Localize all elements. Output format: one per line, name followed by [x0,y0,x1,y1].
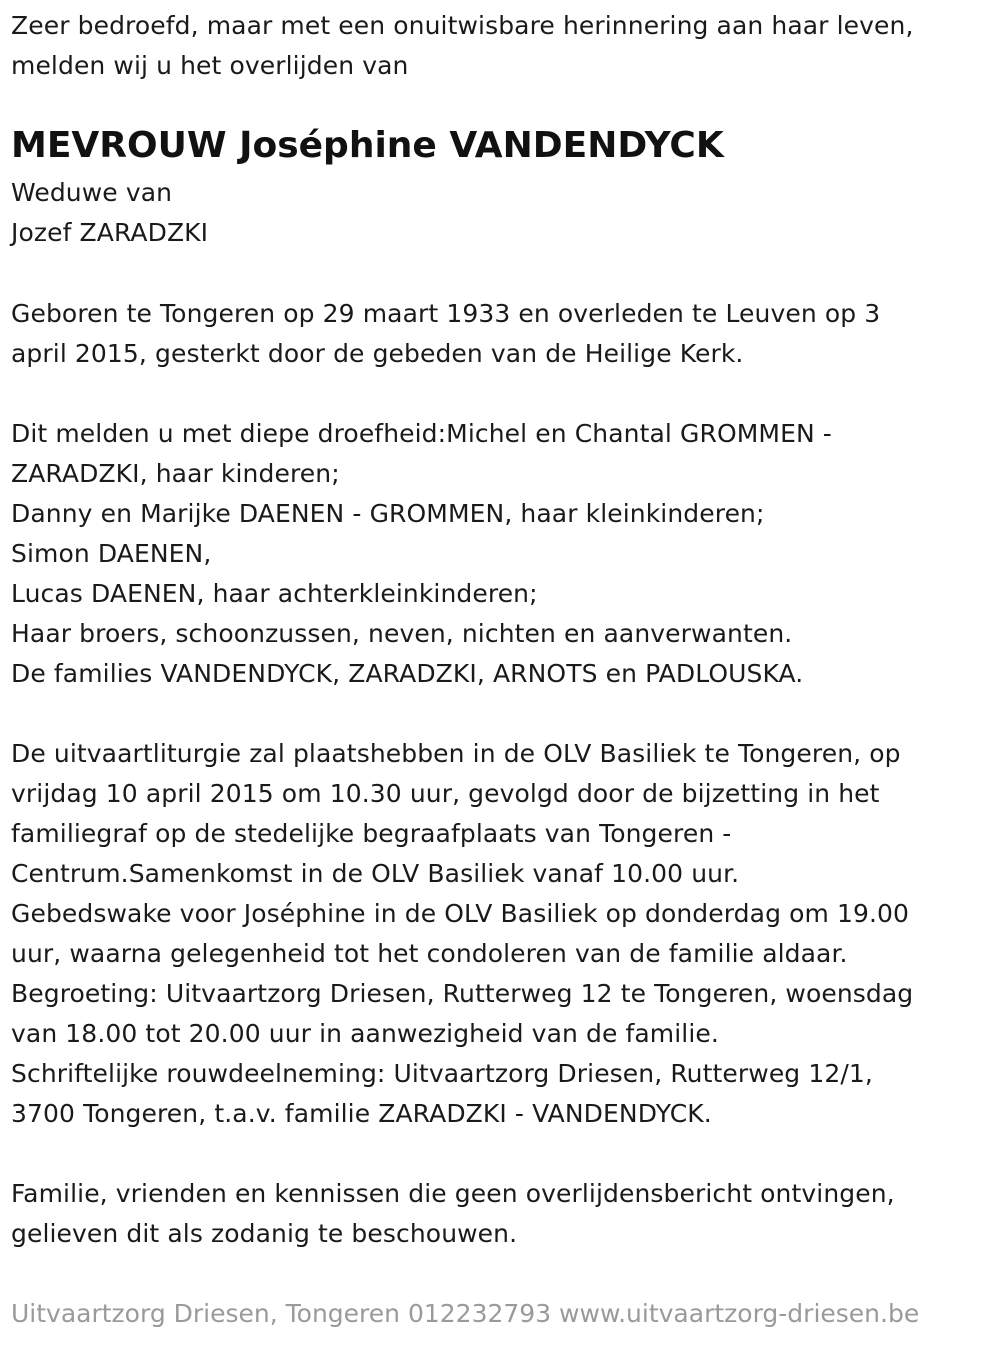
birth-line: Geboren te Tongeren op 29 maart 1933 en overleden te Leuven op 3 [11,299,881,328]
service-line: familiegraf op de stedelijke begraafplaats van Tongeren - [11,819,732,848]
family-line: Simon DAENEN, [11,539,212,568]
widow-line: Jozef ZARADZKI [11,218,209,247]
intro-line: melden wij u het overlijden van [11,51,409,80]
closing-line: Familie, vrienden en kennissen die geen overlijdensbericht ontvingen, [11,1179,895,1208]
family-paragraph [11,414,832,694]
birth-death-paragraph [11,294,880,374]
family-line: Lucas DAENEN, haar achterkleinkinderen; [11,579,538,608]
service-line: uur, waarna gelegenheid tot het condoleren van de familie aldaar. [11,939,848,968]
closing-line: gelieven dit als zodanig te beschouwen. [11,1219,518,1248]
family-line: Dit melden u met diepe droefheid:Michel en Chantal GROMMEN - [11,419,832,448]
service-line: Centrum.Samenkomst in de OLV Basiliek vanaf 10.00 uur. [11,859,740,888]
service-line: van 18.00 tot 20.00 uur in aanwezigheid van de familie. [11,1019,719,1048]
service-line: Gebedswake voor Joséphine in de OLV Basiliek op donderdag om 19.00 [11,899,910,928]
closing-paragraph [11,1174,895,1254]
family-line: Danny en Marijke DAENEN - GROMMEN, haar kleinkinderen; [11,499,765,528]
birth-line: april 2015, gesterkt door de gebeden van de Heilige Kerk. [11,339,744,368]
service-paragraph [11,734,913,1134]
intro-paragraph [11,6,914,86]
service-line: Begroeting: Uitvaartzorg Driesen, Rutterweg 12 te Tongeren, woensdag [11,979,914,1008]
widow-line: Weduwe van [11,178,173,207]
family-line: Haar broers, schoonzussen, neven, nichten en aanverwanten. [11,619,793,648]
widow-paragraph [11,173,208,253]
family-line: ZARADZKI, haar kinderen; [11,459,340,488]
obituary-notice [11,0,989,1350]
deceased-name: MEVROUW Joséphine VANDENDYCK [11,125,724,166]
intro-line: Zeer bedroefd, maar met een onuitwisbare herinnering aan haar leven, [11,11,914,40]
service-line: Schriftelijke rouwdeelneming: Uitvaartzorg Driesen, Rutterweg 12/1, [11,1059,873,1088]
funeral-home-footer: Uitvaartzorg Driesen, Tongeren 012232793 www.uitvaartzorg-driesen.be [11,1299,920,1328]
service-line: vrijdag 10 april 2015 om 10.30 uur, gevolgd door de bijzetting in het [11,779,880,808]
service-line: De uitvaartliturgie zal plaatshebben in de OLV Basiliek te Tongeren, op [11,739,901,768]
family-line: De families VANDENDYCK, ZARADZKI, ARNOTS en PADLOUSKA. [11,659,804,688]
service-line: 3700 Tongeren, t.a.v. familie ZARADZKI - VANDENDYCK. [11,1099,712,1128]
